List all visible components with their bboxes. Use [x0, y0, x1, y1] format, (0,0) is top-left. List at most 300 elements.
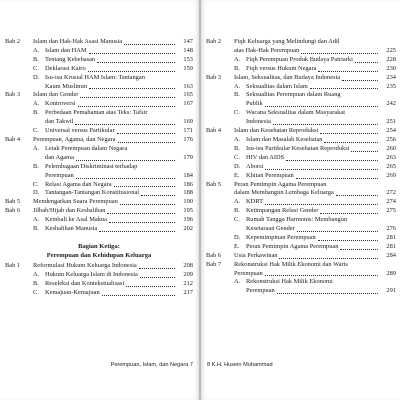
- entry-title: [45, 118, 177, 127]
- section-letter: C.: [33, 127, 39, 135]
- entry-title: [45, 65, 177, 74]
- entry-title-text: Perempuan: [234, 269, 263, 277]
- toc-entry: [206, 243, 396, 252]
- section-letter: A.: [234, 55, 241, 63]
- dot-leader: [279, 258, 378, 259]
- entry-title-text: Islam dan Gender: [33, 91, 79, 99]
- toc-entry: [206, 65, 396, 74]
- dot-leader: [265, 169, 378, 170]
- entry-title-text: Keshalihan Manusia: [45, 225, 98, 233]
- toc-entry: [206, 270, 396, 279]
- entry-title: [234, 127, 380, 136]
- toc-entry: [206, 225, 396, 234]
- chapter-number: Bab 4: [5, 135, 21, 143]
- entry-title: [246, 136, 380, 145]
- dot-leader: [109, 222, 175, 223]
- section-letter: D.: [33, 189, 40, 197]
- entry-title: [246, 109, 380, 118]
- toc-entry: [206, 91, 396, 100]
- page-number: 186: [183, 180, 193, 188]
- section-letter: C.: [234, 153, 240, 161]
- section-letter: A.: [234, 82, 241, 90]
- toc-entry: [5, 225, 193, 234]
- toc-entry: [5, 100, 193, 109]
- entry-title: [246, 216, 380, 225]
- entry-title: [246, 154, 380, 163]
- entry-title-text: Kemajuan-Kemajuan: [45, 288, 100, 296]
- toc-entry: [5, 271, 193, 280]
- page-number: 281: [386, 233, 396, 241]
- dot-leader: [124, 44, 175, 45]
- page-number: 195: [183, 207, 193, 215]
- entry-title: [246, 100, 380, 109]
- left-page: [0, 0, 199, 400]
- entry-title-text: Islam dan Hak-Hak Asasi Manusia: [33, 38, 123, 45]
- dot-leader: [297, 231, 378, 232]
- dot-leader: [273, 124, 378, 125]
- entry-title: [45, 154, 177, 163]
- toc-entry: [206, 181, 396, 190]
- entry-title: [246, 83, 380, 92]
- toc-entry: [206, 234, 396, 243]
- page-number: 291: [386, 287, 396, 295]
- toc-entry: [5, 109, 193, 118]
- entry-title-text: Indonesia: [246, 118, 271, 126]
- entry-title-text: Peran Pemimpin Agama Perempuan: [234, 180, 327, 188]
- entry-title: [33, 91, 177, 100]
- section-letter: C.: [234, 216, 240, 224]
- entry-title: [33, 207, 177, 216]
- entry-title: [45, 83, 177, 92]
- toc-entry: [5, 280, 193, 289]
- entry-title: [246, 65, 380, 74]
- entry-title: [246, 278, 380, 287]
- page-number: 289: [386, 269, 396, 277]
- page-number: 272: [386, 189, 396, 197]
- section-letter: D.: [33, 73, 40, 81]
- dot-leader: [75, 124, 175, 125]
- entry-title-text: KDRT: [246, 198, 264, 206]
- toc-entry: [206, 278, 396, 287]
- entry-title-text: Aborsi: [246, 162, 264, 170]
- dot-leader: [80, 97, 175, 98]
- toc-entry: [206, 216, 396, 225]
- chapter-number: Bab 2: [5, 38, 21, 45]
- toc-entry: [5, 136, 193, 145]
- dot-leader: [117, 133, 175, 134]
- toc-entry: [206, 189, 396, 198]
- right-page-footer: 8 K.H. Husein Muhammad: [207, 362, 273, 368]
- page-number: 234: [386, 73, 396, 81]
- section-letter: D.: [234, 233, 241, 241]
- entry-title-text: Rumah Tangga Harmonis: Membangun: [246, 216, 348, 224]
- dot-leader: [114, 186, 175, 187]
- section-letter: A.: [33, 100, 40, 108]
- toc-entry: [5, 189, 193, 198]
- entry-title-text: atas Hak-Hak Perempuan: [234, 46, 300, 54]
- page-number: 274: [386, 198, 396, 206]
- section-letter: A.: [33, 270, 40, 278]
- section-letter: C.: [33, 288, 39, 296]
- dot-leader: [320, 213, 378, 214]
- entry-title: [45, 181, 177, 190]
- section-letter: B.: [33, 109, 39, 117]
- section-letter: B.: [33, 225, 39, 233]
- chapter-number: Bab 4: [206, 127, 222, 135]
- dot-leader: [351, 151, 378, 152]
- entry-title-text: Wacana Seksualitas dalam Masyarakat: [246, 109, 346, 117]
- entry-title-text: Rekonstruksi Hak Milik Ekonomi dan Waris: [234, 260, 348, 268]
- entry-title: [246, 118, 380, 127]
- dot-leader: [126, 286, 175, 287]
- entry-title: [45, 47, 177, 56]
- dot-leader: [140, 277, 175, 278]
- section-letter: C.: [33, 64, 39, 72]
- page-number: 190: [183, 198, 193, 206]
- entry-title: [45, 56, 177, 65]
- toc-entry: [5, 74, 193, 83]
- toc-entry: [206, 100, 396, 109]
- entry-title-text: Letak Perempuan dalam Negara: [45, 144, 128, 152]
- left-page-footer: Perempuan, Islam, dan Negara 7: [110, 362, 193, 368]
- toc-entry: [206, 74, 396, 83]
- entry-title-text: Kembali ke Asal Makna: [45, 216, 107, 224]
- dot-leader: [88, 71, 175, 72]
- entry-title: [246, 225, 380, 234]
- dot-leader: [120, 204, 175, 205]
- entry-title: [246, 163, 380, 172]
- entry-title: [234, 252, 380, 261]
- section-letter: A.: [33, 144, 40, 152]
- page-number: 188: [183, 189, 193, 197]
- entry-title: [45, 109, 177, 118]
- dot-leader: [97, 62, 175, 63]
- toc-entry: [5, 65, 193, 74]
- page-number: 276: [386, 225, 396, 233]
- page-number: 202: [183, 225, 193, 233]
- entry-title-text: Ketimpangan Relasi Gender: [246, 207, 319, 215]
- dot-leader: [99, 231, 175, 232]
- chapter-number: Bab 3: [206, 73, 222, 81]
- toc-entry: [206, 38, 396, 47]
- page-number: 179: [183, 153, 193, 161]
- page-number: 254: [386, 127, 396, 135]
- chapter-number: Bab 2: [206, 38, 222, 45]
- toc-entry: [5, 145, 193, 154]
- entry-title: [246, 243, 380, 252]
- page-number: 176: [183, 135, 193, 143]
- entry-title-text: Kesetaraan Gender: [246, 225, 295, 233]
- page-number: 171: [183, 127, 193, 135]
- entry-title-text: Kepemimpinan Perempuan: [246, 233, 316, 241]
- page-number: 148: [183, 46, 193, 54]
- section-letter: E.: [234, 171, 240, 179]
- dot-leader: [340, 249, 378, 250]
- entry-title: [45, 172, 177, 181]
- toc-right: [206, 38, 396, 296]
- entry-title-text: Islam, Seksualitas, dan Budaya Indonesia: [234, 73, 341, 81]
- entry-title: [234, 74, 380, 83]
- dot-leader: [139, 268, 175, 269]
- toc-entry: [206, 207, 396, 216]
- page-number: 269: [386, 171, 396, 179]
- dot-leader: [78, 106, 175, 107]
- page-number: 225: [386, 46, 396, 54]
- entry-title: [246, 91, 380, 100]
- section-letter: B.: [33, 279, 39, 287]
- entry-title-text: Seksualitas Perempuan dalam Ruang: [246, 91, 341, 99]
- section-letter: C.: [234, 109, 240, 117]
- toc-entry: [206, 252, 396, 261]
- toc-entry: [5, 38, 193, 47]
- page-number: 153: [183, 55, 193, 63]
- entry-title: [246, 207, 380, 216]
- toc-entry: [206, 163, 396, 172]
- toc-entry: [206, 56, 396, 65]
- dot-leader: [265, 106, 378, 107]
- page-number: 208: [183, 261, 193, 269]
- entry-title: [234, 261, 380, 270]
- chapter-number: Bab 5: [5, 198, 21, 206]
- chapter-number: Bab 7: [206, 260, 222, 268]
- entry-title: [45, 289, 177, 298]
- dot-leader: [318, 240, 378, 241]
- toc-entry: [5, 127, 193, 136]
- entry-title-text: Kontroversi: [45, 100, 76, 108]
- dot-leader: [342, 80, 378, 81]
- entry-title-text: Peran Pemimpin Agama Perempuan: [246, 242, 339, 250]
- section-letter: D.: [234, 162, 241, 170]
- entry-title-text: Hukum Keluarga Islam di Indonesia: [45, 270, 138, 278]
- entry-title-text: Seksualitas dalam Islam: [246, 82, 308, 90]
- dot-leader: [301, 53, 378, 54]
- entry-title-text: Islam dan HAM: [45, 46, 87, 54]
- dot-leader: [277, 293, 378, 294]
- entry-title: [45, 225, 177, 234]
- section-letter: B.: [234, 64, 240, 72]
- page-number: 165: [183, 91, 193, 99]
- toc-entry: [206, 172, 396, 181]
- entry-title: [45, 189, 177, 198]
- page-number: 184: [183, 171, 193, 179]
- entry-title-text: Jilbab/Hijab dan Keshalihan: [33, 207, 106, 215]
- entry-title: [246, 172, 380, 181]
- toc-left-part3: [5, 262, 193, 298]
- entry-title: [33, 136, 177, 145]
- page-number: 263: [386, 153, 396, 161]
- entry-title: [45, 100, 177, 109]
- toc-entry: [5, 154, 193, 163]
- dot-leader: [286, 160, 378, 161]
- page-number: 169: [183, 118, 193, 126]
- section-letter: A.: [33, 216, 40, 224]
- toc-entry: [5, 216, 193, 225]
- dot-leader: [355, 62, 378, 63]
- part-heading-label: Bagian Ketiga:: [78, 242, 120, 250]
- toc-entry: [206, 83, 396, 92]
- entry-title: [234, 47, 380, 56]
- entry-title: [246, 145, 380, 154]
- entry-title-text: dan Agama: [45, 153, 74, 161]
- section-letter: B.: [234, 91, 240, 99]
- entry-title: [234, 38, 380, 47]
- section-letter: E.: [234, 242, 240, 250]
- page-number: 251: [386, 118, 396, 126]
- toc-entry: [5, 207, 193, 216]
- dot-leader: [102, 295, 175, 296]
- page-number: 196: [183, 216, 193, 224]
- toc-entry: [206, 47, 396, 56]
- toc-entry: [206, 136, 396, 145]
- toc-entry: [206, 198, 396, 207]
- dot-leader: [320, 133, 378, 134]
- toc-entry: [5, 118, 193, 127]
- dot-leader: [265, 275, 378, 276]
- dot-leader: [324, 142, 378, 143]
- section-letter: A.: [234, 135, 241, 143]
- entry-title-text: Reseleksi dan Kontekstualisasi: [45, 279, 125, 287]
- page-number: 284: [386, 251, 396, 259]
- toc-entry: [5, 83, 193, 92]
- toc-entry: [206, 287, 396, 296]
- entry-title-text: Khitan Perempuan: [246, 171, 294, 179]
- entry-title-text: Isu-isu Partikular Kesehatan Reproduksi: [246, 144, 350, 152]
- toc-entry: [5, 163, 193, 172]
- part-heading-title: Perempuan dan Kehidupan Keluarga: [46, 251, 152, 259]
- section-letter: B.: [33, 55, 39, 63]
- entry-title: [234, 270, 380, 279]
- entry-title-text: Islam dan Masalah Kesehatan: [246, 135, 323, 143]
- entry-title-text: Fiqh Keluarga yang Melindungi dan Adil: [234, 38, 340, 45]
- section-letter: C.: [33, 180, 39, 188]
- section-letter: B.: [234, 144, 240, 152]
- dot-leader: [310, 88, 378, 89]
- toc-entry: [206, 127, 396, 136]
- toc-entry: [206, 145, 396, 154]
- dot-leader: [336, 195, 378, 196]
- toc-entry: [206, 261, 396, 270]
- entry-title: [45, 74, 177, 83]
- entry-title: [45, 127, 177, 136]
- dot-leader: [141, 195, 175, 196]
- toc-entry: [206, 118, 396, 127]
- entry-title-text: dalam Membangun Lembaga Keluarga: [234, 189, 334, 197]
- entry-title-text: Universal versus Partikular: [45, 127, 115, 135]
- dot-leader: [318, 71, 378, 72]
- section-letter: B.: [234, 207, 240, 215]
- entry-title-text: Publik: [246, 100, 263, 108]
- page-number: 167: [183, 100, 193, 108]
- entry-title: [45, 280, 177, 289]
- toc-entry: [5, 47, 193, 56]
- entry-title-text: Islam dan Kesehatan Reproduksi: [234, 127, 319, 135]
- section-letter: A.: [234, 198, 241, 206]
- dot-leader: [107, 213, 175, 214]
- page-number: 163: [183, 82, 193, 90]
- entry-title-text: Fiqh Perempuan Produk Budaya Patriarki: [246, 55, 353, 63]
- entry-title-text: Reformulasi Hukum Keluarga Indonesia: [33, 261, 137, 269]
- page-number: 265: [386, 162, 396, 170]
- toc-entry: [5, 262, 193, 271]
- entry-title: [246, 198, 380, 207]
- page-number: 212: [183, 279, 193, 287]
- toc-left: [5, 38, 193, 234]
- entry-title-text: Pelembagaan Diskriminasi terhadap: [45, 162, 138, 170]
- entry-title-text: Fiqh versus Hukum Negara: [246, 64, 317, 72]
- entry-title: [246, 234, 380, 243]
- entry-title-text: Deklarasi Kairo: [45, 64, 86, 72]
- entry-title: [234, 189, 380, 198]
- entry-title-text: Kaum Muslimin: [45, 82, 88, 90]
- section-letter: A.: [33, 46, 40, 54]
- chapter-number: Bab 3: [5, 91, 21, 99]
- entry-title: [45, 145, 177, 154]
- dot-leader: [296, 178, 378, 179]
- chapter-number: Bab 1: [5, 261, 21, 269]
- dot-leader: [76, 178, 175, 179]
- page-number: 209: [183, 270, 193, 278]
- entry-title-text: Mendengarkan Suara Perempuan: [33, 198, 118, 206]
- section-letter: A.: [234, 278, 241, 286]
- entry-title-text: HIV dan AIDS: [246, 153, 285, 161]
- dot-leader: [89, 53, 175, 54]
- entry-title: [246, 56, 380, 65]
- toc-entry: [5, 56, 193, 65]
- entry-title-text: dan Takwil: [45, 118, 74, 126]
- entry-title-text: Tentang Kebebasan: [45, 55, 96, 63]
- page-number: 260: [386, 144, 396, 152]
- part-heading: [5, 242, 193, 260]
- toc-entry: [5, 289, 193, 298]
- entry-title-text: Perempuan: [45, 171, 74, 179]
- chapter-number: Bab 5: [206, 180, 222, 188]
- entry-title-text: Perempuan: [246, 287, 275, 295]
- entry-title: [33, 38, 177, 47]
- entry-title-text: Tantangan-Tantangan Konstitusional: [45, 189, 140, 197]
- page-number: 159: [183, 64, 193, 72]
- dot-leader: [118, 142, 175, 143]
- dot-leader: [76, 160, 175, 161]
- entry-title: [45, 163, 177, 172]
- entry-title-text: Isu-isu Krusial HAM Islam: Tantangan: [45, 73, 145, 81]
- section-letter: B.: [33, 162, 39, 170]
- toc-entry: [206, 154, 396, 163]
- right-page: [201, 0, 400, 400]
- toc-entry: [5, 198, 193, 207]
- entry-title: [33, 262, 177, 271]
- page-number: 256: [386, 135, 396, 143]
- entry-title: [246, 287, 380, 296]
- entry-title: [33, 198, 177, 207]
- dot-leader: [89, 88, 175, 89]
- page-number: 217: [183, 288, 193, 296]
- entry-title-text: Perbedaan Pemahaman atas Teks: Tafsir: [45, 109, 148, 117]
- page-number: 275: [386, 207, 396, 215]
- page-number: 228: [386, 55, 396, 63]
- dot-leader: [265, 204, 378, 205]
- page-number: 281: [386, 242, 396, 250]
- entry-title: [234, 181, 380, 190]
- entry-title-text: Rekonstruksi Hak Milik Ekonomi: [246, 278, 333, 286]
- chapter-number: Bab 6: [206, 251, 222, 259]
- entry-title: [45, 216, 177, 225]
- toc-entry: [206, 109, 396, 118]
- chapter-number: Bab 6: [5, 207, 21, 215]
- page-number: 235: [386, 82, 396, 90]
- toc-entry: [5, 91, 193, 100]
- entry-title-text: Relasi Agama dan Negara: [45, 180, 112, 188]
- page-number: 147: [183, 38, 193, 45]
